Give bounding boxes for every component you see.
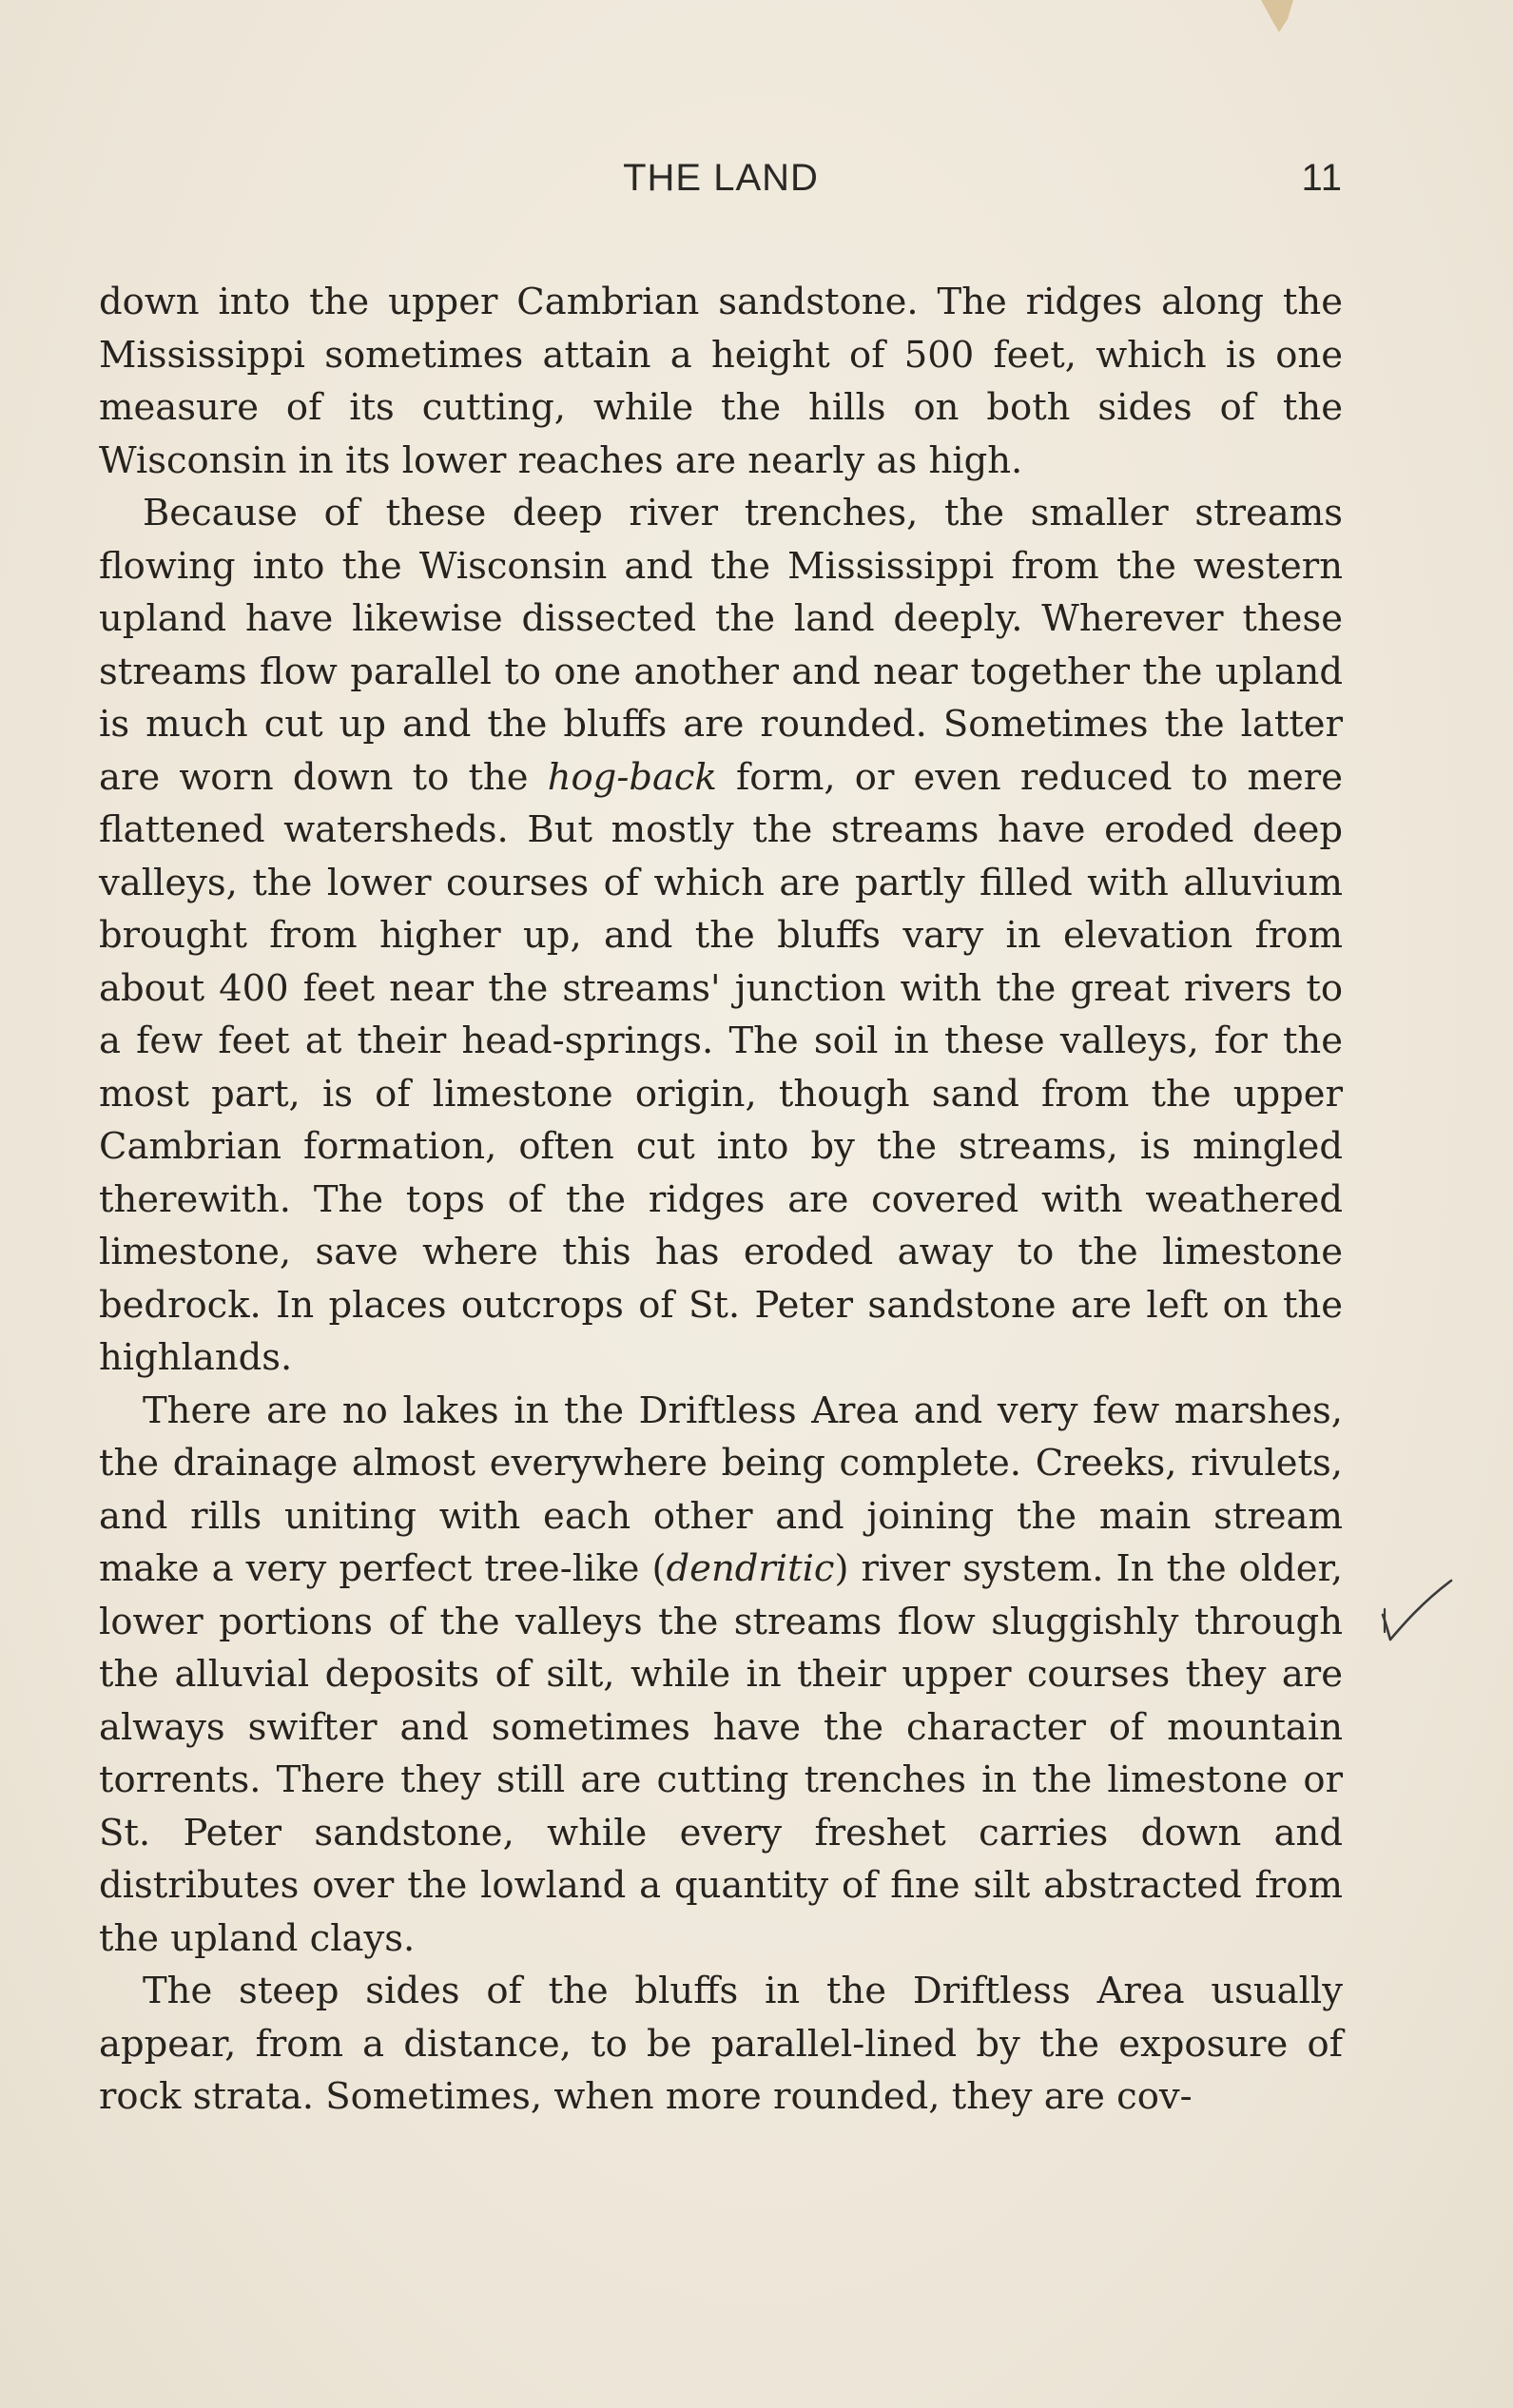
paragraph-3: There are no lakes in the Driftless Area and very few marshes, the drainage almost everywhere being complete. Creeks, rivulets, and rills uniting with each other and joining the main stream make a very perfect tree-like (dendritic) river system. In the older, lower portions of the valleys the streams flow sluggishly through the alluvial deposits of silt, while in their upper courses they are always swifter and sometimes have the character of mountain torrents. There they still are cutting trenches in the limestone or St. Peter sandstone, while every freshet carries down and distributes over the lowland a quantity of fine silt abstracted from the upland clays. bbox=[99, 1388, 1343, 1960]
paragraph-2: Because of these deep river trenches, the smaller streams flowing into the Wisconsin and the Mississippi from the western upland have likewise dissected the land deeply. Wherever these streams flow parallel to one another and near together the upland is much cut up and the bluffs are rounded. Sometimes the latter are worn down to the hog-back form, or even reduced to mere flattened watersheds. But mostly the streams have eroded deep valleys, the lower courses of which are partly filled with alluvium brought from higher up, and the bluffs vary in elevation from about 400 feet near the streams' junction with the great rivers to a few feet at their head-springs. The soil in these valleys, for the most part, is of limestone origin, though sand from the upper Cambrian formation, often cut into by the streams, is mingled therewith. The tops of the ridges are covered with weathered limestone, save where this has eroded away to the limestone bedrock. In places outcrops of St. Peter sandstone are left on the highlands. bbox=[99, 492, 1343, 1379]
paragraph-4: The steep sides of the bluffs in the Driftless Area usually appear, from a distance, to be parallel-lined by the exposure of rock strata. Sometimes, when more rounded, they are cov- bbox=[99, 1970, 1343, 2118]
running-head: THE LAND bbox=[623, 157, 819, 199]
body-text bbox=[99, 276, 1343, 2124]
page-number: 11 bbox=[1301, 157, 1343, 199]
paragraph-1: down into the upper Cambrian sandstone. The ridges along the Mississippi sometimes attain a height of 500 feet, which is one measure of its cutting, while the hills on both sides of the Wisconsin in its lower reaches are nearly as high. bbox=[99, 281, 1343, 482]
corner-stain-icon bbox=[1253, 0, 1301, 38]
check-mark-icon bbox=[1379, 1577, 1455, 1653]
page-header bbox=[99, 157, 1343, 214]
